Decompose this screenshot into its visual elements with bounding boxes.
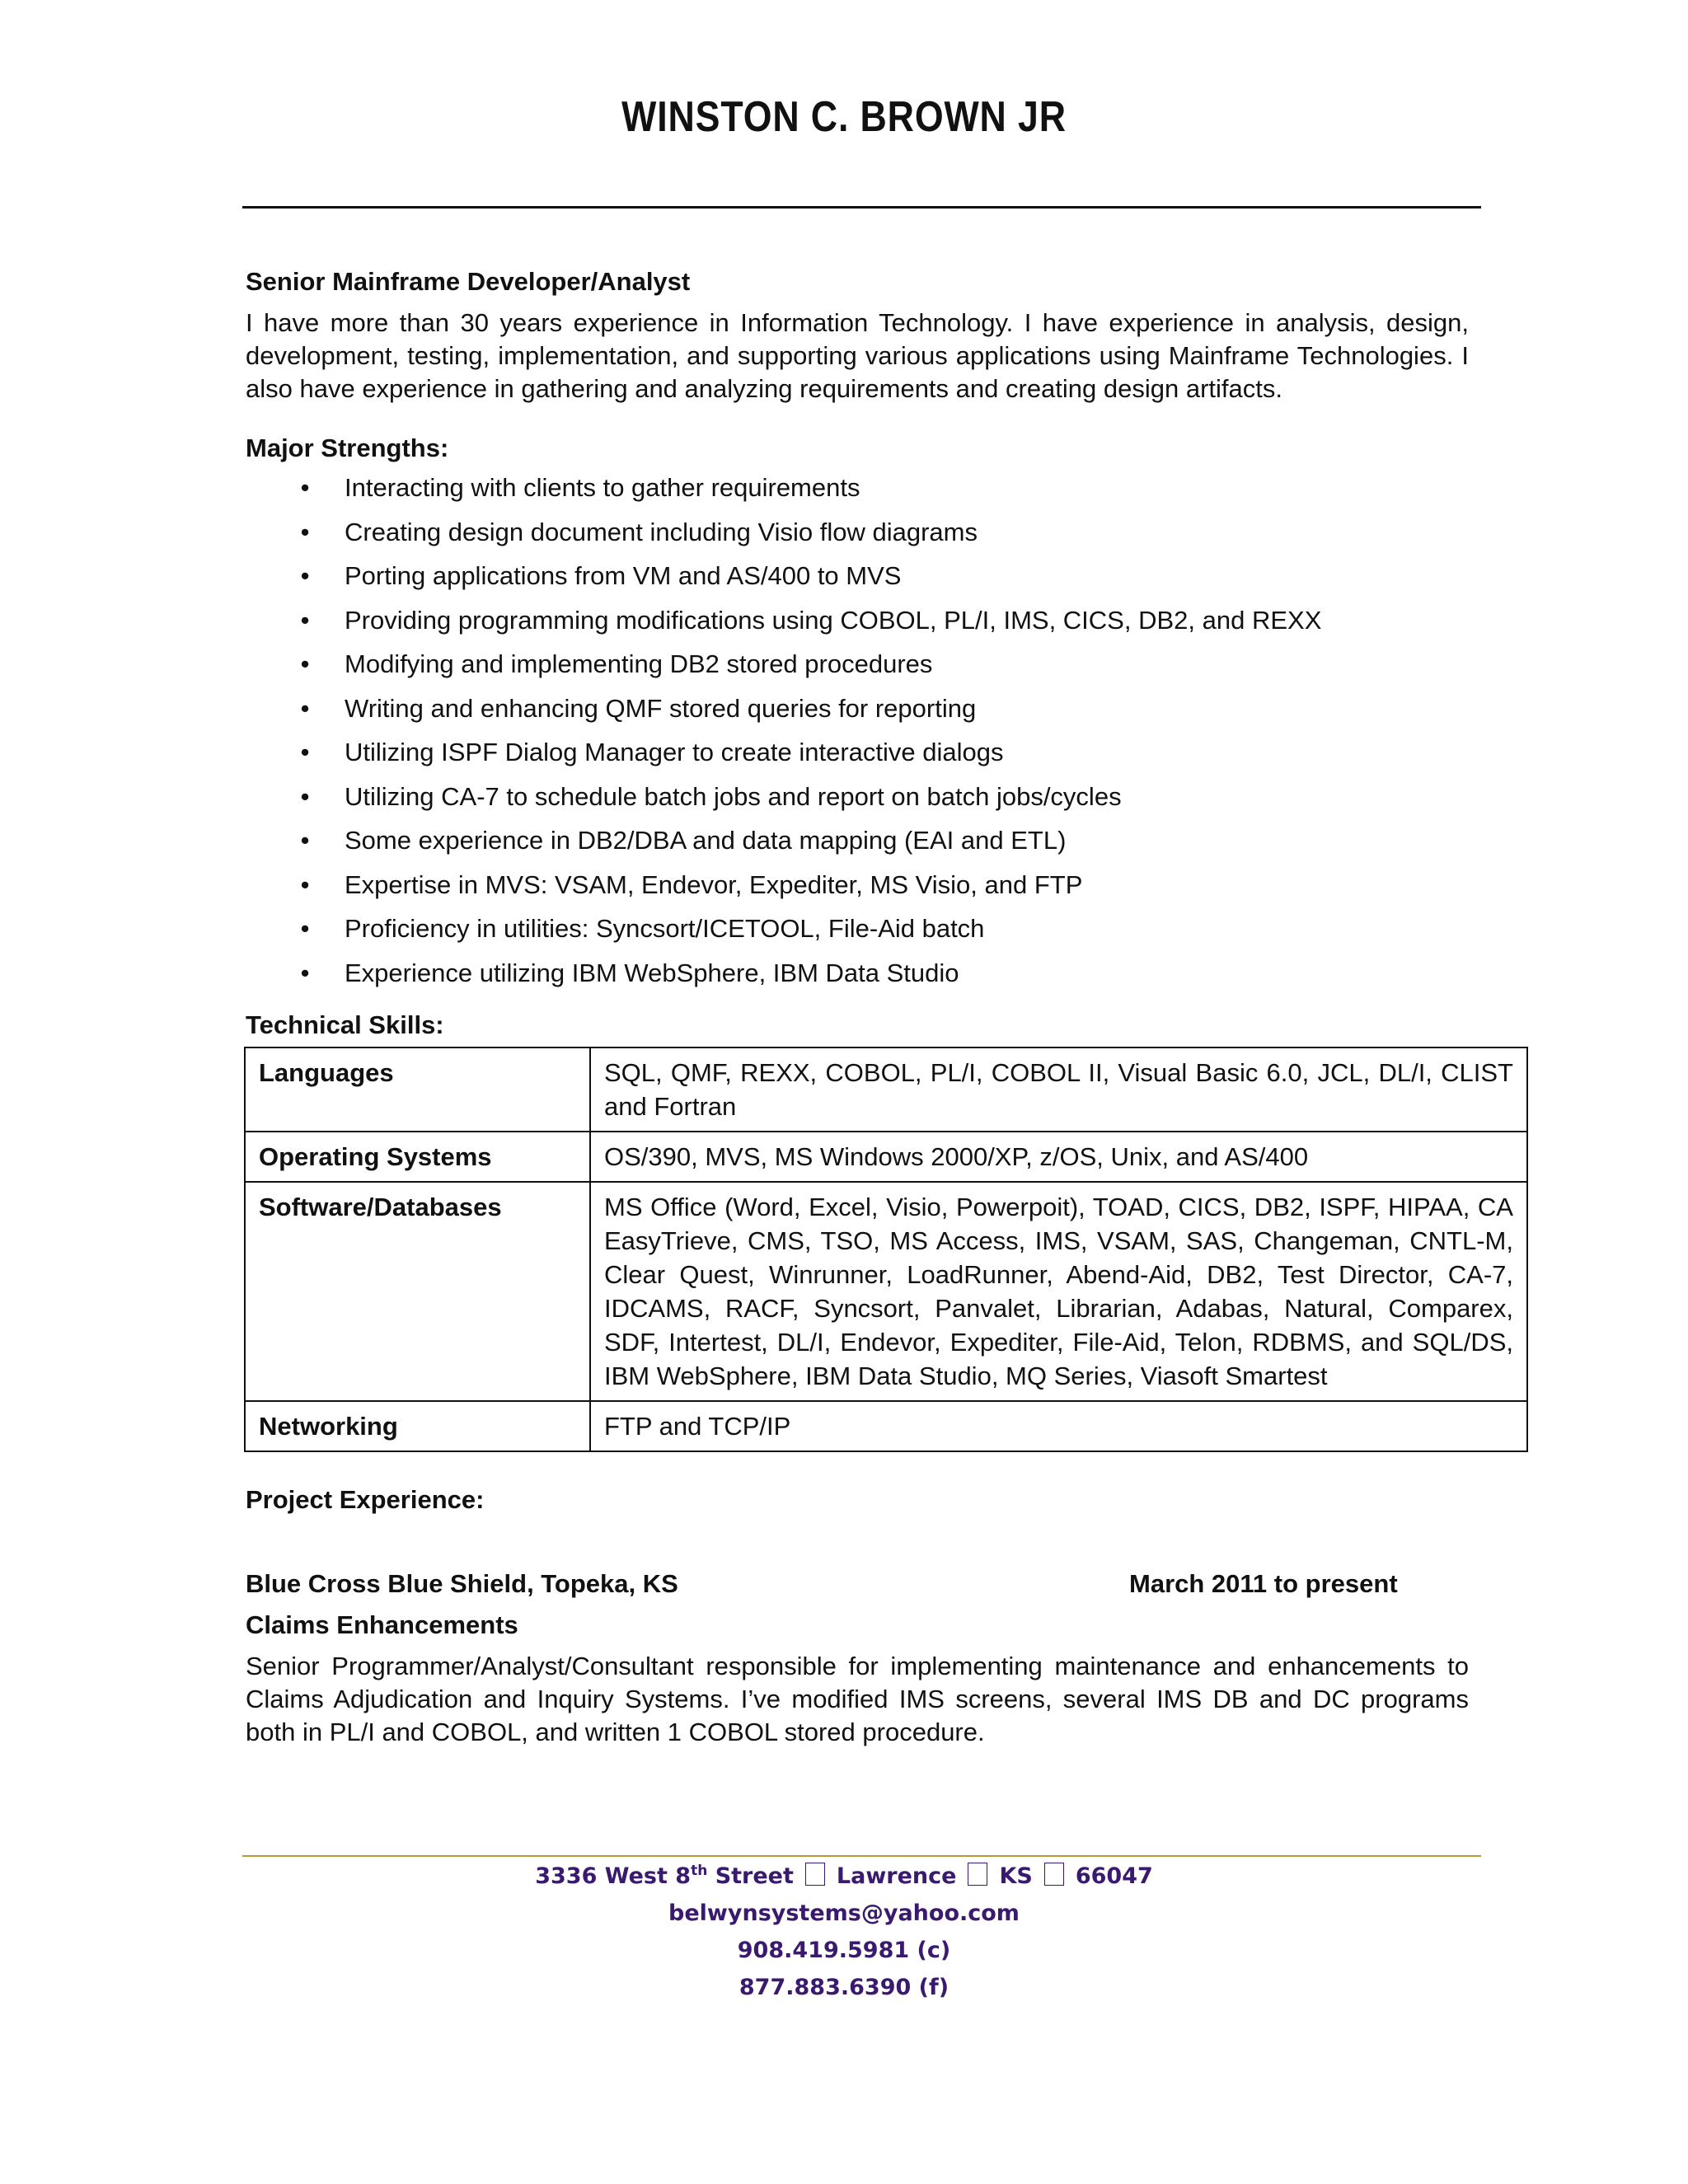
employer-name: Blue Cross Blue Shield, Topeka, KS <box>246 1569 678 1598</box>
skill-category: Operating Systems <box>245 1132 590 1182</box>
separator-box-icon <box>1044 1863 1064 1886</box>
bullet-icon: • <box>300 869 310 899</box>
bullet-icon: • <box>300 738 310 766</box>
fax-number: 877.883.6390 (f) <box>738 1975 950 2000</box>
table-row <box>245 1182 1527 1401</box>
strengths-title: Major Strengths: <box>246 434 449 462</box>
skill-category: Networking <box>245 1401 590 1451</box>
bullet-icon: • <box>300 517 310 546</box>
strength-item: • Experience utilizing IBM WebSphere, IBM Data Studio <box>246 957 1469 1001</box>
strength-item: • Porting applications from VM and AS/400 to MVS <box>246 560 1469 604</box>
bullet-icon: • <box>300 914 310 943</box>
table-row <box>245 1047 1527 1132</box>
project-experience-title: Project Experience: <box>246 1485 485 1514</box>
address-line <box>0 1858 1688 1895</box>
skill-category: Software/Databases <box>245 1182 590 1401</box>
bullet-icon: • <box>300 561 310 590</box>
strength-item: • Utilizing ISPF Dialog Manager to create interactive dialogs <box>246 736 1469 780</box>
bullet-icon: • <box>300 958 310 987</box>
strength-item: • Providing programming modifications using COBOL, PL/I, IMS, CICS, DB2, and REXX <box>246 604 1469 649</box>
technical-skills-title: Technical Skills: <box>246 1010 444 1039</box>
header-divider <box>242 206 1481 209</box>
skill-value: MS Office (Word, Excel, Visio, Powerpoit), TOAD, CICS, DB2, ISPF, HIPAA, CA EasyTrieve, CMS, TSO, MS Access, IMS, VSAM, SAS, Changeman, CNTL-M, Clear Quest, Winrunner, LoadRunner, Abend-Aid, DB2, Test Director, CA-7, IDCAMS, RACF, Syncsort, Panvalet, Librarian, Adabas, Natural, Comparex, SDF, Intertest, DL/I, Endevor, Expediter, File-Aid, Telon, RDBMS, and SQL/DS, IBM WebSphere, IBM Data Studio, MQ Series, Viasoft Smartest <box>590 1182 1527 1401</box>
strength-item: • Interacting with clients to gather requirements <box>246 471 1469 516</box>
bullet-icon: • <box>300 826 310 855</box>
summary-text: I have more than 30 years experience in Information Technology. I have experience in analysis, design, development, testing, implementation, and supporting various applications using Mainframe Technologies. I also have experience in gathering and analyzing requirements and creating design artifacts. <box>246 308 1469 403</box>
street: 3336 West 8th Street <box>535 1863 794 1889</box>
employment-dates: March 2011 to present <box>1129 1569 1398 1598</box>
bullet-icon: • <box>300 693 310 723</box>
state: KS <box>999 1863 1033 1889</box>
cell-phone: 908.419.5981 (c) <box>737 1938 951 1963</box>
strength-item: • Proficiency in utilities: Syncsort/ICETOOL, File-Aid batch <box>246 912 1469 957</box>
bullet-icon: • <box>300 781 310 811</box>
technical-skills-table <box>244 1047 1528 1452</box>
resume-body <box>246 265 1513 1749</box>
footer-contact <box>0 1858 1688 2006</box>
footer-divider <box>242 1855 1481 1857</box>
city: Lawrence <box>836 1863 957 1889</box>
strength-item: • Creating design document including Visio flow diagrams <box>246 516 1469 560</box>
separator-box-icon <box>968 1863 987 1886</box>
bullet-icon: • <box>300 649 310 678</box>
separator-box-icon <box>805 1863 825 1886</box>
candidate-name: WINSTON C. BROWN JR <box>621 93 1067 141</box>
strength-item: • Writing and enhancing QMF stored queries for reporting <box>246 692 1469 737</box>
table-row <box>245 1132 1527 1182</box>
project-header <box>246 1568 1469 1601</box>
strengths-list <box>246 471 1469 1001</box>
bullet-icon: • <box>300 605 310 635</box>
strength-item: • Expertise in MVS: VSAM, Endevor, Expediter, MS Visio, and FTP <box>246 869 1469 913</box>
skill-value: OS/390, MVS, MS Windows 2000/XP, z/OS, Unix, and AS/400 <box>590 1132 1527 1182</box>
summary-title: Senior Mainframe Developer/Analyst <box>246 267 691 296</box>
email[interactable]: belwynsystems@yahoo.com <box>668 1900 1020 1926</box>
bullet-icon: • <box>300 473 310 502</box>
skill-category: Languages <box>245 1047 590 1132</box>
strength-item: • Modifying and implementing DB2 stored procedures <box>246 648 1469 692</box>
skill-value: FTP and TCP/IP <box>590 1401 1527 1451</box>
project-description: Senior Programmer/Analyst/Consultant responsible for implementing maintenance and enhancements to Claims Adjudication and Inquiry Systems. I’ve modified IMS screens, several IMS DB and DC programs both in PL/I and COBOL, and written 1 COBOL stored procedure. <box>246 1652 1469 1746</box>
zip: 66047 <box>1075 1863 1153 1889</box>
project-name: Claims Enhancements <box>246 1610 518 1639</box>
strength-item: • Utilizing CA-7 to schedule batch jobs and report on batch jobs/cycles <box>246 780 1469 825</box>
table-row <box>245 1401 1527 1451</box>
skill-value: SQL, QMF, REXX, COBOL, PL/I, COBOL II, Visual Basic 6.0, JCL, DL/I, CLIST and Fortran <box>590 1047 1527 1132</box>
strength-item: • Some experience in DB2/DBA and data mapping (EAI and ETL) <box>246 824 1469 869</box>
